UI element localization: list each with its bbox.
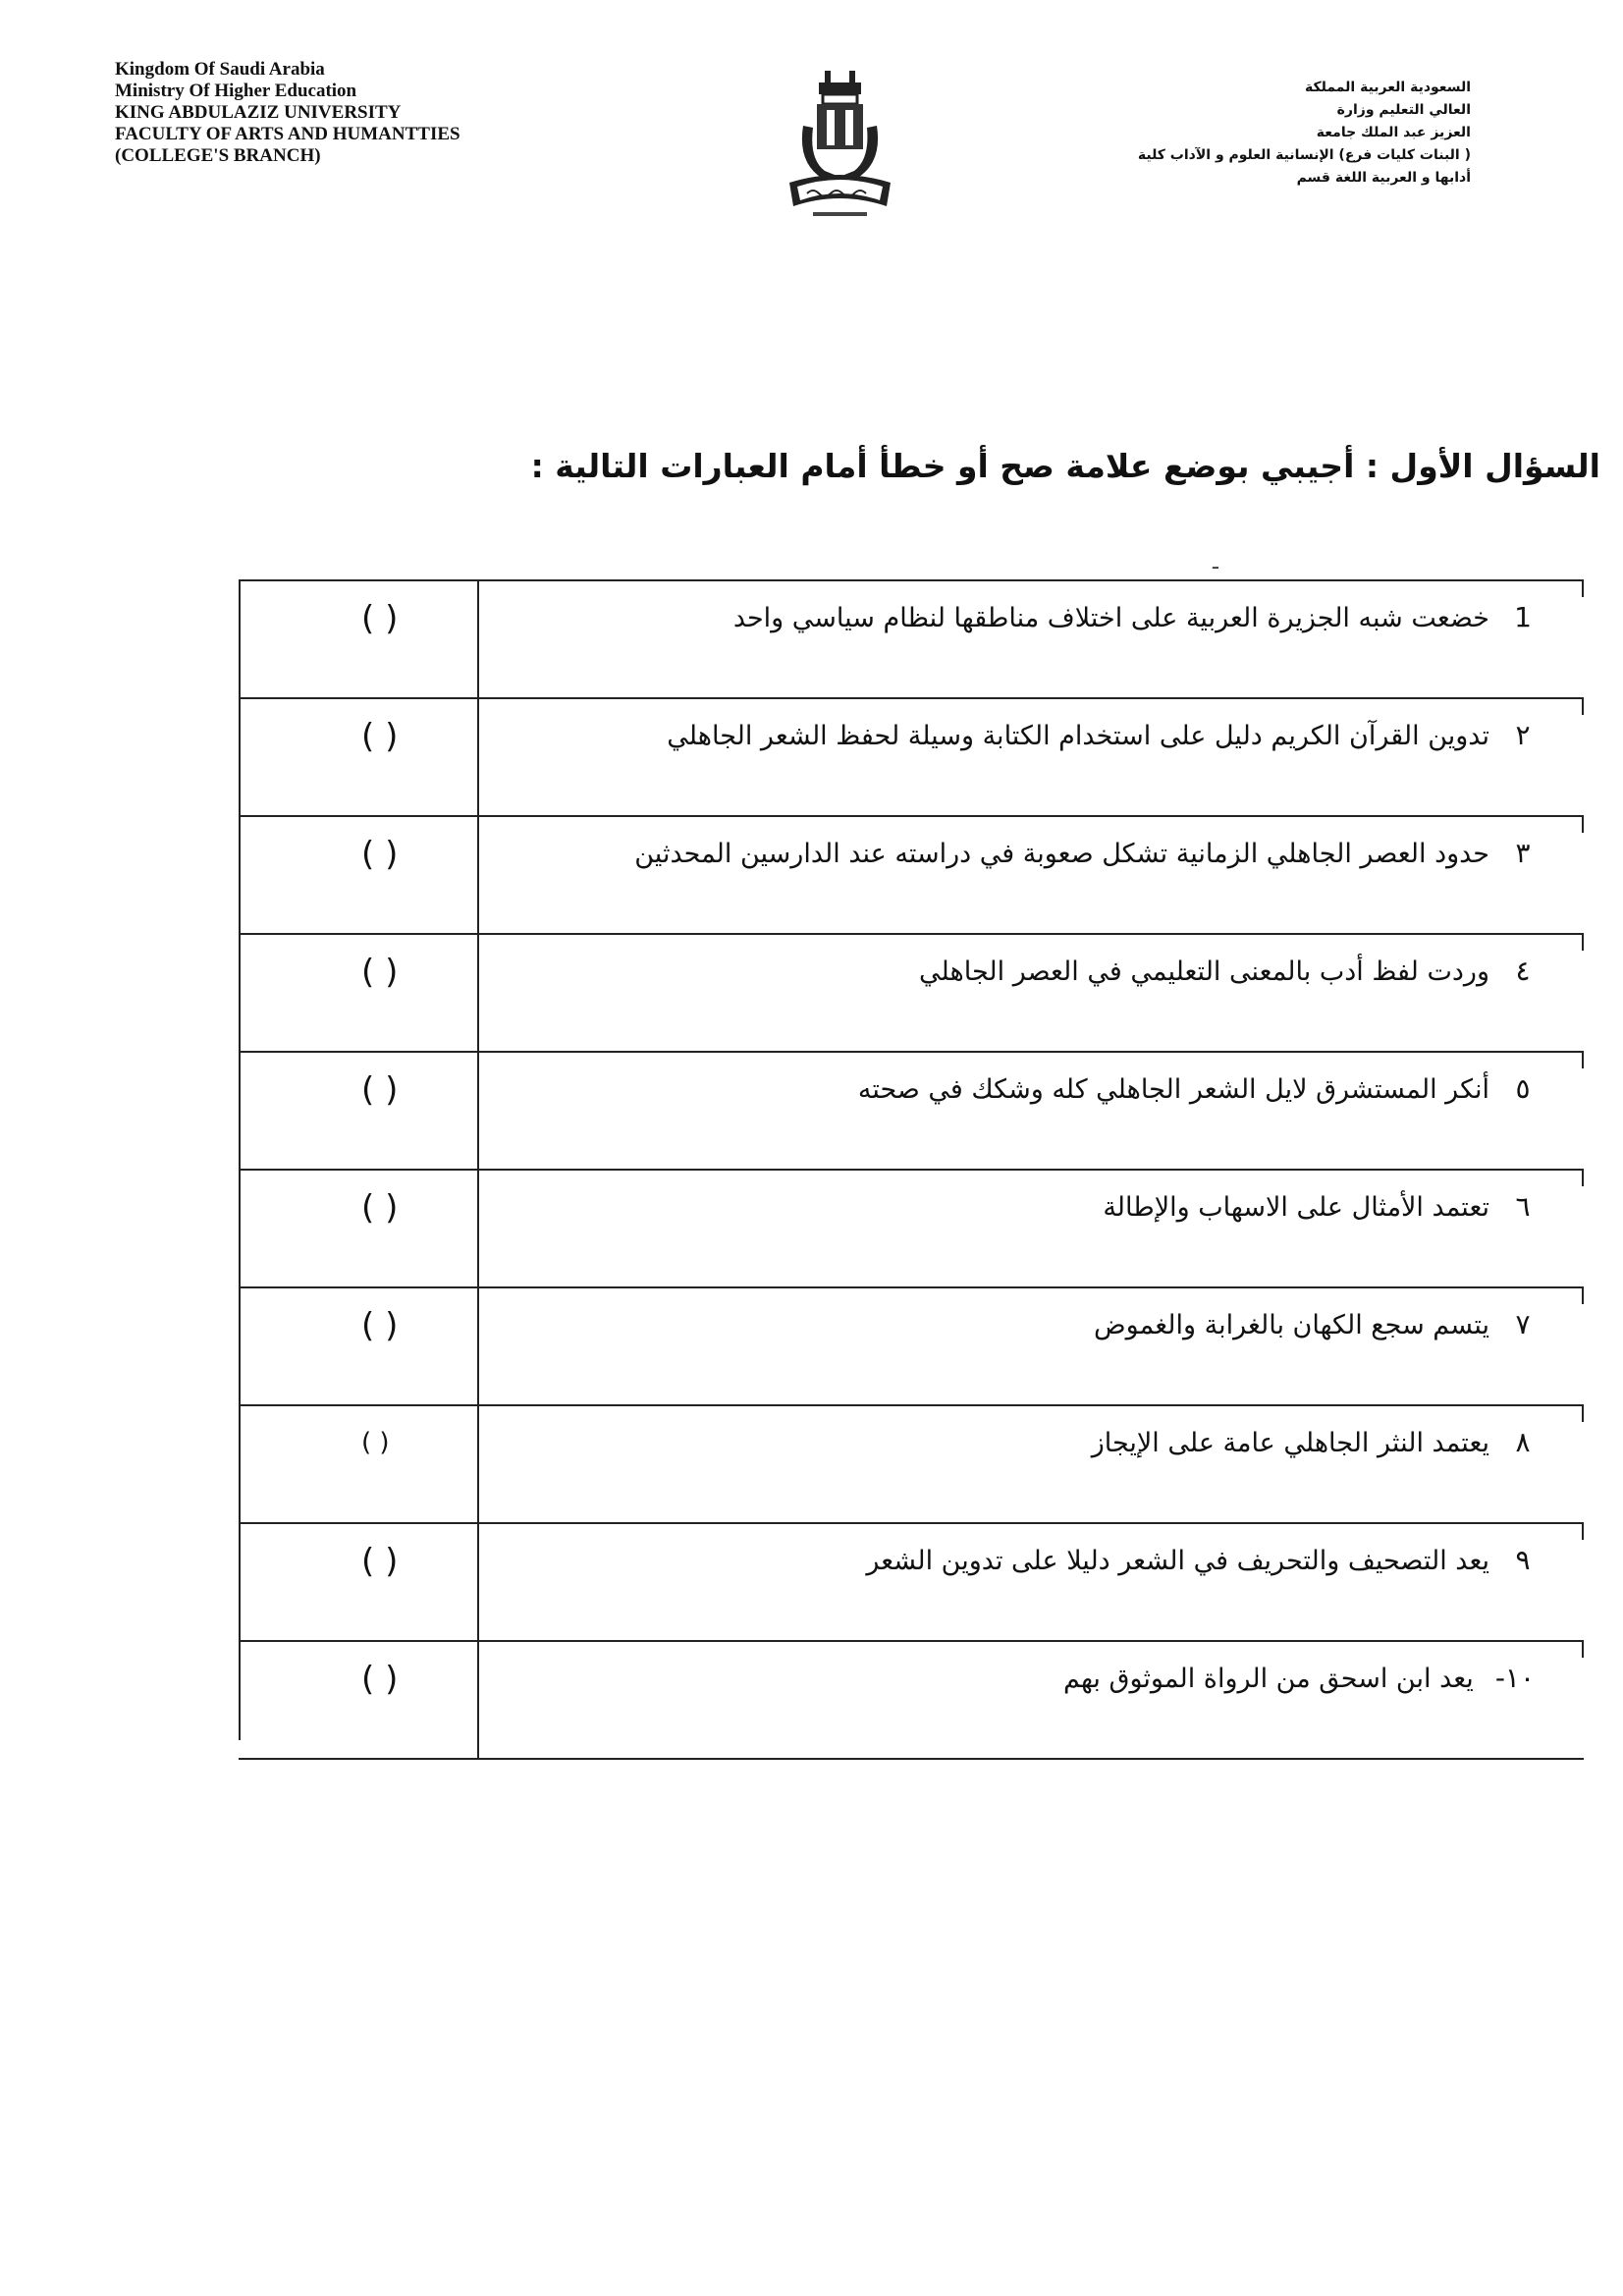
column-divider xyxy=(477,935,479,1051)
english-letterhead xyxy=(115,59,625,167)
column-divider xyxy=(477,1053,479,1169)
statement-number: ٣ xyxy=(1515,837,1531,869)
column-divider xyxy=(477,1406,479,1522)
arabic-letterhead-line: السعودية العربية المملكة xyxy=(1305,80,1471,95)
table-row xyxy=(239,815,1584,933)
column-divider xyxy=(477,1642,479,1758)
statement xyxy=(634,837,1535,869)
answer-blank[interactable]: ( ) xyxy=(361,1428,390,1457)
statement xyxy=(866,1544,1535,1576)
row-edge-tick xyxy=(1582,815,1584,833)
statement-number: ٥ xyxy=(1515,1072,1531,1105)
true-false-table xyxy=(239,579,1584,1760)
arabic-letterhead-line: العالي التعليم وزارة xyxy=(1336,102,1471,118)
row-edge-tick xyxy=(1582,697,1584,715)
answer-blank[interactable]: ( ) xyxy=(361,953,399,992)
table-row xyxy=(239,1640,1584,1760)
statement-number: ٦ xyxy=(1515,1190,1531,1223)
statement xyxy=(919,955,1535,987)
table-row xyxy=(239,933,1584,1051)
table-row xyxy=(239,579,1584,697)
table-row xyxy=(239,1169,1584,1286)
arabic-letterhead-line: ( البنات كليات فرع) الإنسانية العلوم و الآداب كلية xyxy=(1137,147,1471,163)
row-edge-tick xyxy=(1582,1522,1584,1540)
table-row xyxy=(239,1051,1584,1169)
statement xyxy=(1094,1308,1535,1340)
statement-text: تعتمد الأمثال على الاسهاب والإطالة xyxy=(1103,1192,1489,1223)
column-divider xyxy=(477,1288,479,1404)
arabic-letterhead-line: أدابها و العربية اللغة قسم xyxy=(1296,170,1471,186)
column-divider xyxy=(477,1524,479,1640)
answer-blank[interactable]: ( ) xyxy=(361,1660,399,1699)
statement-number: ٨ xyxy=(1515,1426,1531,1458)
statement-text: حدود العصر الجاهلي الزمانية تشكل صعوبة في دراسته عند الدارسين المحدثين xyxy=(634,839,1489,869)
scan-mark: ـ xyxy=(1213,550,1218,574)
answer-blank[interactable]: ( ) xyxy=(361,835,399,874)
answer-blank[interactable]: ( ) xyxy=(361,599,399,638)
statement-text: يعد ابن اسحق من الرواة الموثوق بهم xyxy=(1063,1664,1474,1694)
question-title: السؤال الأول : أجيبي بوضع علامة صح أو خطأ أمام العبارات التالية : xyxy=(530,447,1600,485)
english-letterhead-line: FACULTY OF ARTS AND HUMANTTIES xyxy=(115,124,460,144)
statement-number: ٩ xyxy=(1515,1544,1531,1576)
statement xyxy=(1063,1662,1535,1694)
arabic-letterhead-line: العزيز عبد الملك جامعة xyxy=(1316,125,1471,140)
answer-blank[interactable]: ( ) xyxy=(361,1188,399,1228)
answer-blank[interactable]: ( ) xyxy=(361,1070,399,1110)
answer-blank[interactable]: ( ) xyxy=(361,1306,399,1345)
statement-number: ٢ xyxy=(1515,719,1531,751)
statement-number: ٤ xyxy=(1515,955,1531,987)
english-letterhead-line: Kingdom Of Saudi Arabia xyxy=(115,59,325,80)
row-edge-tick xyxy=(1582,579,1584,597)
table-row xyxy=(239,1286,1584,1404)
english-letterhead-line: (COLLEGE'S BRANCH) xyxy=(115,145,321,166)
statement-number: ١٠- xyxy=(1494,1662,1535,1694)
english-letterhead-line: KING ABDULAZIZ UNIVERSITY xyxy=(115,102,402,123)
english-letterhead-line: Ministry Of Higher Education xyxy=(115,81,357,101)
answer-blank[interactable]: ( ) xyxy=(361,717,399,756)
statement xyxy=(667,719,1535,751)
statement-text: تدوين القرآن الكريم دليل على استخدام الكتابة وسيلة لحفظ الشعر الجاهلي xyxy=(667,721,1489,751)
university-logo xyxy=(784,69,896,226)
row-edge-tick xyxy=(1582,1640,1584,1658)
statement-text: يعتمد النثر الجاهلي عامة على الإيجاز xyxy=(1091,1428,1489,1458)
row-edge-tick xyxy=(1582,933,1584,951)
row-edge-tick xyxy=(1582,1286,1584,1304)
statement-number: 1 xyxy=(1514,601,1532,633)
statement-text: وردت لفظ أدب بالمعنى التعليمي في العصر الجاهلي xyxy=(919,957,1489,987)
table-row xyxy=(239,1522,1584,1640)
statement-text: أنكر المستشرق لايل الشعر الجاهلي كله وشكك في صحته xyxy=(857,1074,1489,1105)
table-row xyxy=(239,1404,1584,1522)
statement-text: يتسم سجع الكهان بالغرابة والغموض xyxy=(1094,1310,1489,1340)
statement-number: ٧ xyxy=(1515,1308,1531,1340)
statement-text: خضعت شبه الجزيرة العربية على اختلاف مناطقها لنظام سياسي واحد xyxy=(732,603,1489,633)
table-left-border xyxy=(239,579,241,1740)
column-divider xyxy=(477,817,479,933)
statement xyxy=(733,601,1535,633)
row-edge-tick xyxy=(1582,1169,1584,1186)
statement xyxy=(1092,1426,1535,1458)
table-row xyxy=(239,697,1584,815)
statement xyxy=(1103,1190,1535,1223)
column-divider xyxy=(477,581,479,697)
statement-text: يعد التصحيف والتحريف في الشعر دليلا على تدوين الشعر xyxy=(866,1546,1489,1576)
statement xyxy=(858,1072,1535,1105)
column-divider xyxy=(477,1171,479,1286)
answer-blank[interactable]: ( ) xyxy=(361,1542,399,1581)
row-edge-tick xyxy=(1582,1051,1584,1068)
row-edge-tick xyxy=(1582,1404,1584,1422)
column-divider xyxy=(477,699,479,815)
university-emblem-icon xyxy=(784,69,896,226)
arabic-letterhead xyxy=(1058,77,1471,190)
